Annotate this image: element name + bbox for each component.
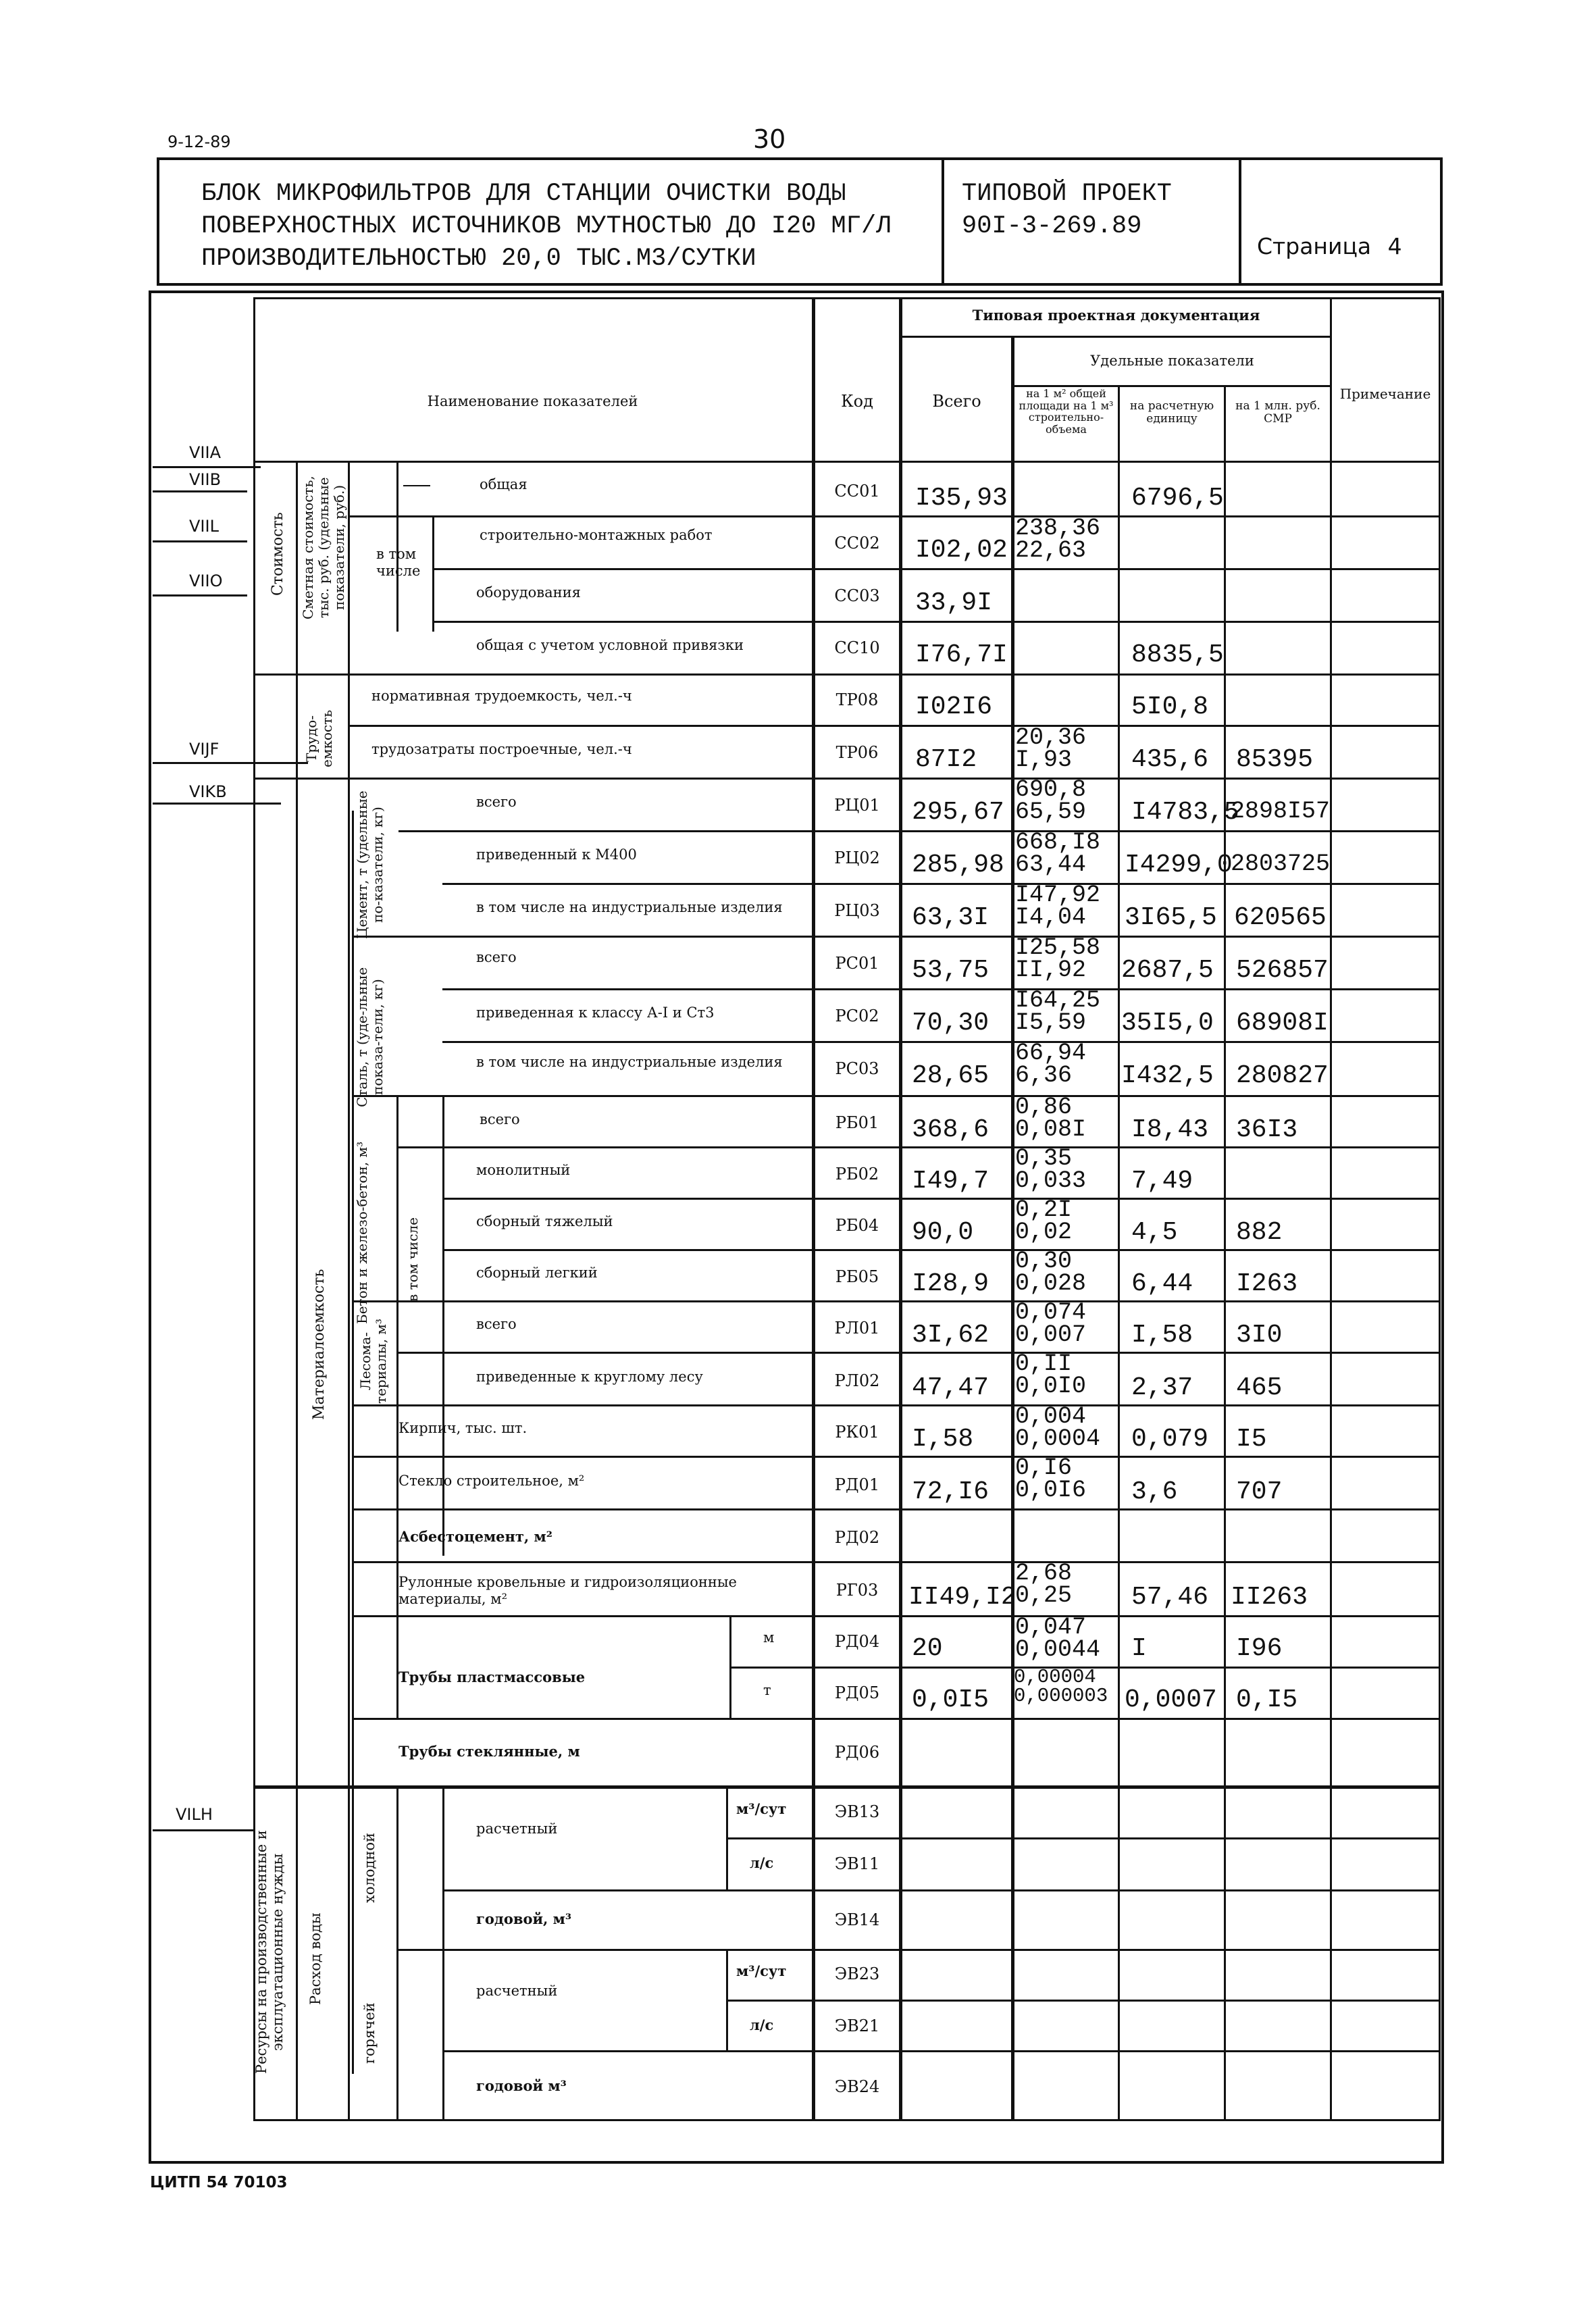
row-code: РК01 (835, 1423, 879, 1442)
cost-in-that: в том числе (376, 546, 421, 580)
row-unit: I8,43 (1131, 1115, 1209, 1144)
row-unit: I,58 (1131, 1321, 1193, 1350)
row-total: 368,6 (912, 1115, 989, 1144)
group-col-line (296, 463, 298, 2121)
row-name: всего (480, 1111, 520, 1127)
row-name: трудозатраты построечные, чел.-ч (371, 741, 632, 757)
row-mln: 526857 (1236, 956, 1329, 985)
row-code: СС01 (834, 482, 880, 501)
row-specific: 0,00004 0,000003 (1014, 1666, 1108, 1707)
cold-calc-label: расчетный (476, 1821, 558, 1837)
row-unit: 0,079 (1131, 1425, 1209, 1454)
row-unit: 2,37 (1131, 1373, 1193, 1402)
row-unit: I (1131, 1634, 1147, 1663)
page-label-text: Страница (1257, 233, 1372, 259)
row-name: годовой, м³ (476, 1910, 572, 1927)
row-total: I02I6 (915, 692, 993, 721)
row-name: л/с (750, 1854, 774, 1871)
header-line-typical (900, 336, 1331, 338)
row-specific: 0,I6 0,0I6 (1015, 1454, 1087, 1504)
row-total: 53,75 (912, 956, 989, 985)
row-code: РЦ01 (834, 796, 880, 815)
marker-viib: VIIB (189, 470, 222, 489)
row-code: РБ04 (835, 1216, 879, 1235)
title-divider-2 (1239, 160, 1241, 283)
group-hot: горячей (361, 2002, 378, 2064)
row-code: ТР08 (835, 690, 879, 709)
row-code: РД04 (834, 1632, 880, 1651)
row-name: сборный тяжелый (476, 1213, 613, 1229)
row-name: Асбестоцемент, м² (398, 1528, 552, 1545)
row-code: СС03 (834, 586, 880, 605)
indicators-table (253, 297, 1441, 2121)
row-specific: 0,30 0,028 (1015, 1248, 1087, 1298)
row-code: РС03 (835, 1059, 879, 1078)
row-code: РГ03 (835, 1581, 879, 1600)
row-code: ЭВ23 (834, 1964, 880, 1983)
row-mln: 280827 (1236, 1061, 1329, 1090)
row-name: м³/сут (736, 1800, 787, 1817)
header-per-m2: на 1 м² общей площади на 1 м³ строительно-объема (1019, 387, 1114, 436)
group-labor: Трудо-емкость (303, 709, 335, 767)
table-bottom-border (253, 2119, 1441, 2121)
table-row (444, 1837, 1441, 1891)
row-unit: 8835,5 (1131, 640, 1224, 669)
sheet-ref: 9-12-89 (168, 132, 231, 151)
row-total: 63,3I (912, 903, 989, 932)
row-mln: 0,I5 (1236, 1685, 1298, 1714)
row-mln: II263 (1231, 1583, 1308, 1612)
row-code: РС01 (835, 954, 879, 973)
row-code: РЦ02 (834, 848, 880, 867)
row-code: РБ05 (835, 1267, 879, 1286)
row-name: оборудования (476, 584, 581, 601)
title-line-1: БЛОК МИКРОФИЛЬТРОВ ДЛЯ СТАНЦИИ ОЧИСТКИ ВОДЫ (201, 180, 846, 208)
row-name: сборный легкий (476, 1265, 598, 1281)
row-specific: I25,58 II,92 (1015, 934, 1101, 984)
row-specific: 0,86 0,08I (1015, 1094, 1087, 1144)
row-code: РБ01 (835, 1113, 879, 1132)
row-specific: 20,36 I,93 (1015, 724, 1087, 774)
row-total: 295,67 (912, 798, 1004, 827)
header-note: Примечание (1339, 386, 1431, 402)
row-code: СС10 (834, 638, 880, 657)
group-concrete: Бетон и железо-бетон, м³ (354, 1141, 370, 1325)
marker-line (153, 466, 261, 468)
row-total: 47,47 (912, 1373, 989, 1402)
row-specific: 0,2I 0,02 (1015, 1196, 1073, 1246)
row-unit: 6796,5 (1131, 484, 1224, 513)
row-specific: 0,074 0,007 (1015, 1299, 1087, 1349)
row-code: ЭВ24 (834, 2077, 880, 2096)
row-mln: 465 (1236, 1373, 1283, 1402)
row-total: 72,I6 (912, 1477, 989, 1506)
group-concrete-in-that: в том числе (405, 1217, 421, 1302)
row-specific: 238,36 22,63 (1015, 515, 1101, 565)
header-code: Код (841, 392, 873, 411)
row-name: Рулонные кровельные и гидроизоляционные материалы, м² (398, 1574, 737, 1608)
row-mln: 882 (1236, 1218, 1283, 1247)
row-mln: 707 (1236, 1477, 1283, 1506)
row-name: годовой м³ (476, 2077, 567, 2094)
row-unit: 7,49 (1131, 1167, 1193, 1196)
row-name: м (763, 1629, 775, 1646)
row-unit: 4,5 (1131, 1218, 1178, 1247)
group-steel: Сталь, т (уде-льные показа-тели, кг) (354, 967, 386, 1107)
row-total: II49,I2 (908, 1583, 1016, 1612)
row-total: I02,02 (915, 536, 1008, 565)
row-unit: I432,5 (1121, 1061, 1214, 1090)
group-water: Расход воды (307, 1912, 324, 2006)
row-name: приведенные к круглому лесу (476, 1369, 703, 1385)
row-unit: 3I65,5 (1125, 903, 1217, 932)
row-name: в том числе на индустриальные изделия (476, 899, 783, 915)
row-mln: I96 (1236, 1634, 1283, 1663)
row-mln: 85395 (1236, 745, 1314, 774)
row-mln: 68908I (1236, 1009, 1329, 1038)
header-per-unit: на расчетную единицу (1129, 399, 1214, 426)
row-name: всего (476, 1316, 517, 1332)
row-total: 90,0 (912, 1218, 974, 1247)
row-unit: 5I0,8 (1131, 692, 1209, 721)
row-total: 87I2 (915, 745, 977, 774)
row-name: приведенный к М400 (476, 846, 637, 863)
row-unit: I4299,0 (1125, 850, 1233, 880)
group-cost: Стоимость (269, 512, 286, 596)
table-top-border (253, 297, 1441, 299)
marker-line (153, 1829, 254, 1831)
marker-line (153, 540, 247, 542)
row-code: РД01 (834, 1475, 880, 1494)
page-value: 4 (1387, 233, 1402, 259)
row-total: 285,98 (912, 850, 1004, 880)
row-specific: 0,047 0,0044 (1015, 1614, 1101, 1664)
project-label: ТИПОВОЙ ПРОЕКТ (962, 180, 1172, 208)
group-cement: Цемент, т (удельные по-казатели, кг) (354, 790, 386, 939)
row-total: 28,65 (912, 1061, 989, 1090)
row-total: 70,30 (912, 1009, 989, 1038)
row-code: РД06 (834, 1743, 880, 1762)
row-name: Стекло строительное, м² (398, 1473, 585, 1489)
row-code: РБ02 (835, 1165, 879, 1184)
row-specific: 0,II 0,0I0 (1015, 1350, 1087, 1400)
row-specific: 2,68 0,25 (1015, 1560, 1073, 1610)
group-estimate: Сметная стоимость, тыс. руб. (удельные показатели, руб.) (300, 476, 347, 619)
row-name: т (763, 1682, 771, 1698)
marker-line (153, 490, 247, 492)
group-resources: Ресурсы на производственные и эксплуатационные нужды (253, 1830, 286, 2075)
project-number: 90I-3-269.89 (962, 212, 1142, 240)
row-name: общая с учетом условной привязки (476, 637, 744, 653)
row-name: нормативная трудоемкость, чел.-ч (371, 688, 632, 704)
row-mln: 620565 (1234, 903, 1327, 932)
row-mln: I263 (1236, 1269, 1298, 1298)
marker-viia: VIIA (189, 443, 221, 462)
title-text (201, 178, 891, 275)
marker-vijf: VIJF (189, 740, 220, 759)
table-row (444, 2000, 1441, 2052)
row-total: I35,93 (915, 484, 1008, 513)
row-specific: 0,004 0,0004 (1015, 1403, 1101, 1453)
row-code: ЭВ11 (834, 1854, 880, 1873)
row-code: ЭВ13 (834, 1802, 880, 1821)
row-name: всего (476, 949, 517, 965)
title-line-2: ПОВЕРХНОСТНЫХ ИСТОЧНИКОВ МУТНОСТЬЮ ДО I20 МГ/Л (201, 212, 892, 240)
project-info (962, 178, 1172, 243)
marker-vilh: VILH (176, 1805, 213, 1824)
row-unit: I4783,5 (1131, 798, 1239, 827)
row-unit: 6,44 (1131, 1269, 1193, 1298)
row-unit: 57,46 (1131, 1583, 1209, 1612)
row-total: I,58 (912, 1425, 974, 1454)
row-code: ЭВ14 (834, 1910, 880, 1929)
row-name: строительно-монтажных работ (480, 527, 713, 543)
row-name: Кирпич, тыс. шт. (398, 1420, 527, 1436)
page-number: 30 (753, 124, 786, 154)
row-unit: 3,6 (1131, 1477, 1178, 1506)
row-name: л/с (750, 2016, 774, 2033)
marker-vikb: VIKB (189, 782, 227, 801)
row-mln: 2898I57 (1231, 798, 1331, 825)
row-specific: 66,94 6,36 (1015, 1040, 1087, 1090)
marker-viio: VIIO (189, 571, 223, 590)
row-unit: 0,0007 (1125, 1685, 1217, 1714)
group-cold: холодной (361, 1832, 378, 1904)
page-label (1257, 233, 1402, 259)
row-code: РЦ03 (834, 901, 880, 920)
footer-code: ЦИТП 54 70103 (150, 2174, 288, 2191)
row-specific: 690,8 65,59 (1015, 776, 1087, 826)
pipes-plastic-label: Трубы пластмассовые (398, 1669, 586, 1685)
row-mln: I5 (1236, 1425, 1267, 1454)
row-name: общая (480, 476, 527, 492)
row-code: ЭВ21 (834, 2016, 880, 2035)
header-typical: Типовая проектная документация (972, 307, 1260, 324)
row-name: м³/сут (736, 1962, 787, 1979)
marker-line (153, 594, 247, 596)
row-specific: 668,I8 63,44 (1015, 829, 1101, 879)
row-total: 33,9I (915, 588, 993, 617)
row-name: Трубы стеклянные, м (398, 1743, 580, 1760)
row-total: 0,0I5 (912, 1685, 989, 1714)
row-name: всего (476, 794, 517, 810)
row-total: I28,9 (912, 1269, 989, 1298)
row-total: 3I,62 (912, 1321, 989, 1350)
row-total: I49,7 (912, 1167, 989, 1196)
row-code: РД05 (834, 1683, 880, 1702)
row-total: I76,7I (915, 640, 1008, 669)
row-code: СС02 (834, 534, 880, 553)
hot-calc-label: расчетный (476, 1983, 558, 1999)
row-code: ТР06 (835, 743, 879, 762)
row-code: РЛ01 (834, 1319, 880, 1338)
title-line-3: ПРОИЗВОДИТЕЛЬНОСТЬЮ 20,0 ТЫС.М3/СУТКИ (201, 245, 756, 273)
row-unit: 35I5,0 (1121, 1009, 1214, 1038)
row-code: РЛ02 (834, 1371, 880, 1390)
row-specific: I47,92 I4,04 (1015, 882, 1101, 932)
group-material: Материалоемкость (311, 1269, 328, 1420)
header-specific: Удельные показатели (1090, 353, 1254, 369)
row-unit: 2687,5 (1121, 956, 1214, 985)
header-name: Наименование показателей (427, 393, 638, 409)
header-total: Всего (932, 392, 981, 411)
row-mln: 3I0 (1236, 1321, 1283, 1350)
group-timber: Лесома-териалы, м³ (357, 1319, 389, 1404)
row-name: приведенная к классу А-I и Ст3 (476, 1005, 715, 1021)
marker-viil: VIIL (189, 517, 219, 536)
row-specific: 0,35 0,033 (1015, 1145, 1087, 1195)
row-code: РС02 (835, 1007, 879, 1025)
group-col-line (396, 1787, 398, 2121)
row-mln: 2803725 (1231, 850, 1331, 878)
row-unit: 435,6 (1131, 745, 1209, 774)
row-code: РД02 (834, 1528, 880, 1547)
row-specific: I64,25 I5,59 (1015, 987, 1101, 1037)
header-per-mln: на 1 млн. руб. СМР (1235, 399, 1320, 426)
title-divider-1 (942, 160, 944, 283)
row-mln: 36I3 (1236, 1115, 1298, 1144)
title-block (157, 157, 1443, 286)
row-name: монолитный (476, 1162, 571, 1178)
row-total: 20 (912, 1634, 943, 1663)
row-name: в том числе на индустриальные изделия (476, 1054, 783, 1070)
